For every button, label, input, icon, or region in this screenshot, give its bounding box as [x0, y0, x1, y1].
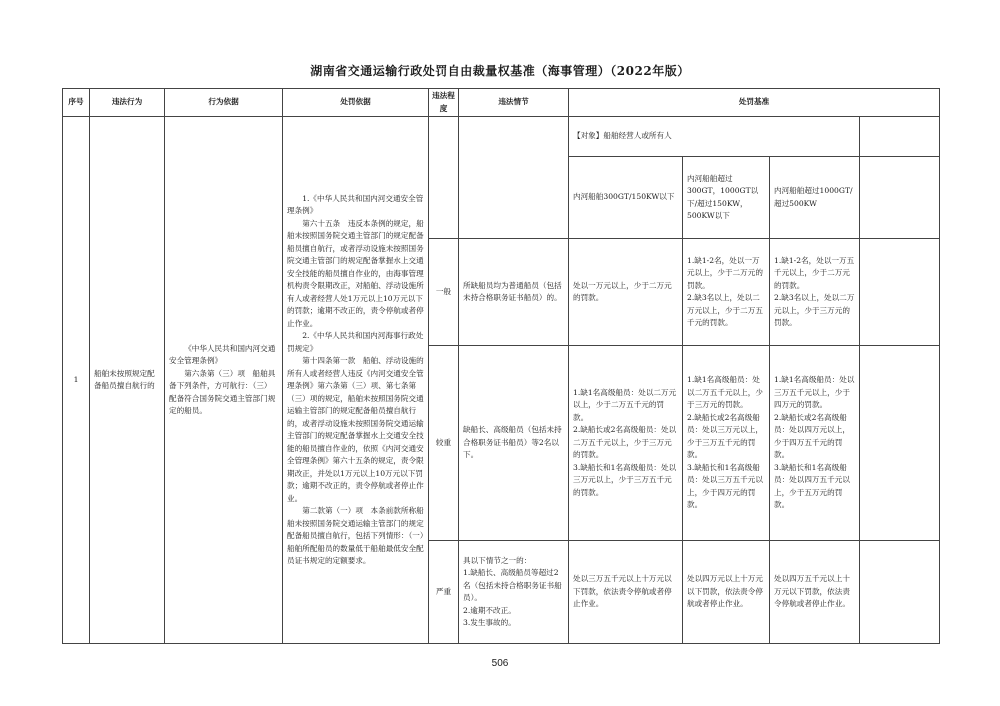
header-row	[63, 89, 940, 117]
penalty-basis-line: 1.《中华人民共和国内河交通安全管理条例》	[287, 193, 424, 215]
penalty-line: 3.缺船长和1名高级船员：处以三万五千元以上，少于四万元的罚款。	[687, 462, 763, 510]
header-penalty-basis: 处罚依据	[283, 89, 429, 117]
penalty-line: 1.缺1-2名，处以一万五千元以上，少于二万元的罚款。	[774, 255, 855, 290]
penalty-basis-line: 第六十五条 违反本条例的规定，船舶未按照国务院交通主管部门的规定配备船员擅自航行，或者浮动设施未按照国务院交通主管部门的规定配备掌握水上交通安全技能的船员擅自作业的，由海事管理机构责令限期改正，对船舶、浮动设施所有人或者经营人处1万元以上10万元以下的罚款；逾期不改正的，责令停航或者停止作业。	[287, 218, 424, 328]
blank-cell	[860, 117, 940, 157]
penalty-basis-line: 第十四条第一款 船舶、浮动设施的所有人或者经营人违反《内河交通安全管理条例》第六条第（三）项、第七条第（三）项的规定，船舶未按照国务院交通运输主管部门的规定配备船员擅自航行的，或者浮动设施未按照国务院交通运输主管部门的规定配备掌握水上交通安全技能的船员擅自作业的，依照《内河交通安全管理条例》第六十五条的规定，责令限期改正，并处以1万元以上10万元以下罚款；逾期不改正的，责令停航或者停止作业。	[287, 356, 424, 503]
penalty-basis-line: 第二款第（一）项 本条前款所称船舶未按照国务院交通运输主管部门的规定配备船员擅自航行，包括下列情形：（一）船舶所配船员的数量低于船舶最低安全配员证书规定的定额要求。	[287, 506, 424, 565]
circumstance-cell: 缺船长、高级船员（包括未持合格职务证书船员）等2名以下。	[459, 346, 569, 541]
penalty-line: 2.缺3名以上，处以二万元以上，少于二万五千元的罚款。	[687, 293, 763, 327]
circumstance-line: 3.发生事故的。	[463, 618, 516, 627]
penalty-cell	[683, 239, 770, 346]
penalty-cell	[569, 239, 683, 346]
header-basis: 行为依据	[165, 89, 283, 117]
penalty-cell	[569, 346, 683, 541]
penalty-basis-cell	[283, 117, 429, 644]
basis-line: 第六条第（三）项 船舶具备下列条件，方可航行：（三）配备符合国务院交通主管部门规定的船员。	[169, 368, 276, 415]
penalty-line: 1.缺1-2名，处以一万元以上，少于二万元的罚款。	[687, 255, 763, 290]
degree-cell: 严重	[429, 541, 459, 644]
penalty-line: 1.缺1名高级船员：处以三万五千元以上，少于四万元的罚款。	[774, 375, 855, 410]
penalty-line: 处以一万元以上，少于二万元的罚款。	[573, 280, 672, 302]
penalty-standard-table	[62, 88, 940, 644]
penalty-cell	[683, 541, 770, 644]
header-circumstance: 违法情节	[459, 89, 569, 117]
penalty-line: 2.缺船长或2名高级船员：处以四万元以上，少于四万五千元的罚款。	[774, 412, 850, 460]
circumstance-line: 1.缺船长、高级船员等超过2名（包括未持合格职务证书船员）。	[463, 568, 562, 602]
act-cell: 船舶未按照规定配备船员擅自航行的	[90, 117, 165, 644]
penalty-cell	[569, 541, 683, 644]
basis-line: 《中华人民共和国内河交通安全管理条例》	[169, 343, 276, 365]
blank-cell	[459, 117, 569, 239]
penalty-line: 3.缺船长和1名高级船员：处以三万元以上，少于三万五千元的罚款。	[573, 462, 677, 497]
header-standard: 处罚基准	[569, 89, 940, 117]
header-degree: 违法程度	[429, 89, 459, 117]
penalty-cell	[770, 346, 860, 541]
penalty-line: 处以三万五千元以上十万元以下罚款，依法责令停航或者停止作业。	[573, 574, 672, 609]
tonnage-medium: 内河船舶超过300GT，1000GT以下/超过150KW，500KW以下	[683, 157, 770, 239]
blank-cell	[860, 157, 940, 239]
blank-cell	[429, 117, 459, 239]
tonnage-small: 内河船舶300GT/150KW以下	[569, 157, 683, 239]
circumstance-line: 具以下情节之一的：	[463, 555, 532, 565]
penalty-line: 2.缺3名以上，处以二万元以上，少于三万元的罚款。	[774, 293, 855, 327]
circumstance-line: 2.逾期不改正。	[463, 605, 516, 615]
page-number: 506	[491, 658, 509, 669]
penalty-cell	[683, 346, 770, 541]
object-label: 【对象】船舶经营人或所有人	[569, 117, 860, 157]
penalty-cell	[770, 541, 860, 644]
object-row	[63, 117, 940, 157]
header-act: 违法行为	[90, 89, 165, 117]
penalty-line: 1.缺1名高级船员：处以二万五千元以上，少于三万元的罚款。	[687, 375, 763, 410]
degree-cell: 一般	[429, 239, 459, 346]
tonnage-large: 内河船舶超过1000GT/超过500KW	[770, 157, 860, 239]
penalty-line: 2.缺船长或2名高级船员：处以三万元以上，少于三万五千元的罚款。	[687, 412, 763, 460]
penalty-basis-line: 2.《中华人民共和国内河海事行政处罚规定》	[287, 331, 424, 353]
header-seq: 序号	[63, 89, 90, 117]
penalty-line: 处以四万元以上十万元以下罚款，依法责令停航或者停止作业。	[687, 574, 763, 609]
penalty-cell	[770, 239, 860, 346]
circumstance-cell	[459, 541, 569, 644]
seq-cell: 1	[63, 117, 90, 644]
basis-cell	[165, 117, 283, 644]
penalty-line: 3.缺船长和1名高级船员：处以四万五千元以上，少于五万元的罚款。	[774, 462, 850, 510]
page-title: 湖南省交通运输行政处罚自由裁量权基准（海事管理）（2022年版）	[310, 64, 690, 78]
blank-cell	[860, 239, 940, 346]
degree-cell: 较重	[429, 346, 459, 541]
circumstance-cell: 所缺船员均为普通船员（包括未持合格职务证书船员）的。	[459, 239, 569, 346]
penalty-line: 2.缺船长或2名高级船员：处以二万五千元以上，少于三万元的罚款。	[573, 425, 677, 460]
blank-cell	[860, 541, 940, 644]
penalty-line: 1.缺1名高级船员：处以二万元以上，少于二万五千元的罚款。	[573, 387, 677, 422]
penalty-line: 处以四万五千元以上十万元以下罚款，依法责令停航或者停止作业。	[774, 574, 850, 609]
blank-cell	[860, 346, 940, 541]
